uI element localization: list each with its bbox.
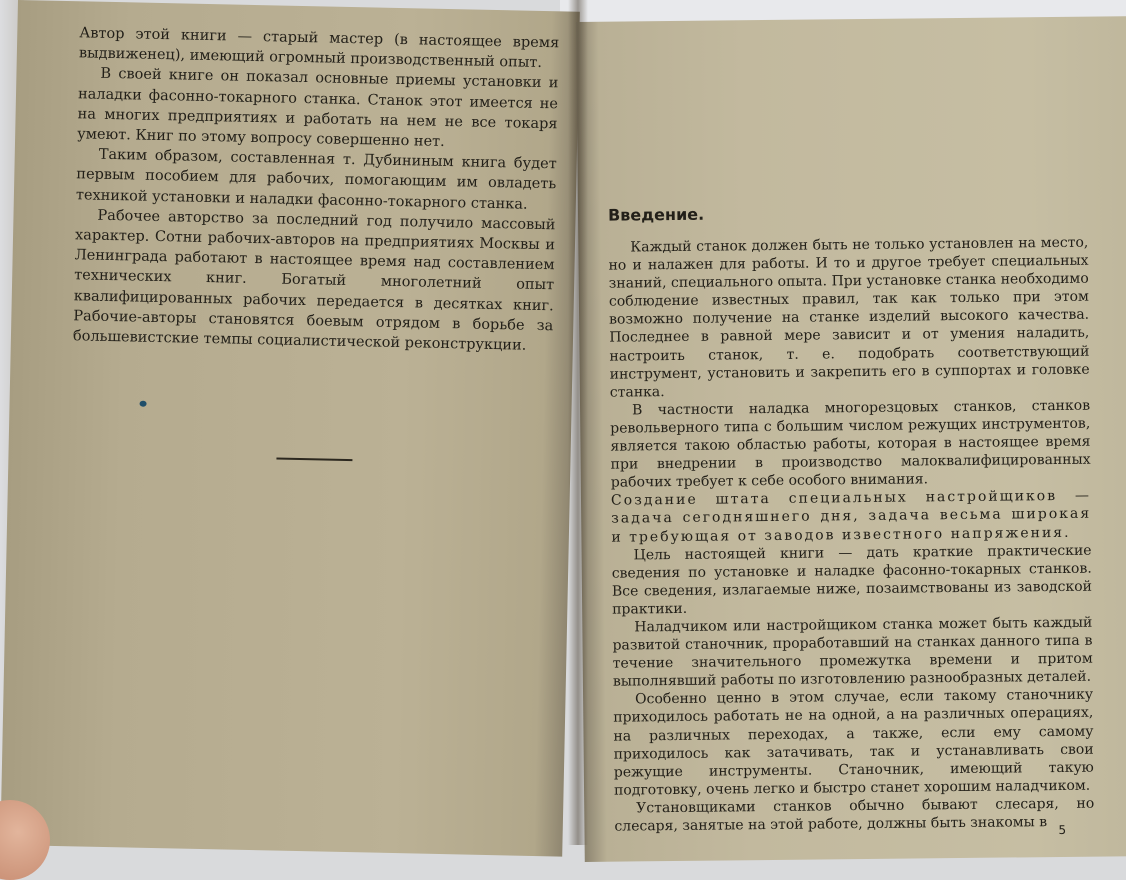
right-paragraph-6: Особенно ценно в этом случае, если такому станочнику приходилось работать не на одной, а на различных операциях, на различных переходах, а также, если ему самому приходилось как затачивать, так и устанавливать свои режущие инструменты. Станочник, имеющий такую подготовку, очень легко и быстро станет хорошим наладчиком. [613, 686, 1094, 799]
right-paragraph-3: Создание штата специальных настройщиков — задача сегодняшнего дня, задача весьма широкая и требующая от заводов известного напряжения. [610, 487, 1092, 546]
left-page-text [73, 23, 560, 356]
right-paragraph-1: Каждый станок должен быть не только установлен на место, но и налажен для работы. И то и другое требует специальных знаний, специального опыта. При установке станка необходимо соблюдение известных правил, так как только при этом возможно получение на станке изделий высокого качества. Последнее в равной мере зависит и от умения наладить, настроить станок, т. е. подобрать соответствующий инструмент, установить и закрепить его в суппортах и головке станка. [608, 234, 1090, 401]
left-paragraph-3: Таким образом, составленная т. Дубининым книга будет первым пособием для рабочих, помогающим им овладеть техникой установки и наладки фасонно-токарного станка. [75, 146, 557, 213]
right-paragraph-5: Наладчиком или настройщиком станка может быть каждый развитой станочник, проработавший на станках данного типа в течение значительного промежутка времени и притом выполнявший работы по изготовлению разнообразных деталей. [612, 614, 1093, 690]
left-paragraph-4: Рабочее авторство за последний год получило массовый характер. Сотни рабочих-авторов на предприятиях Москвы и Ленинграда работают в настоящее время над составлением технических книг. Богатый многолетний опыт квалифицированных рабочих передается в десятках книг. Рабочие-авторы становятся боевым отрядом в борьбе за большевистские темпы социалистической реконструкции. [72, 207, 556, 354]
book-spine-shadow [568, 0, 588, 845]
left-paragraph-1: Автор этой книги — старый мастер (в настоящее время выдвиженец), имеющий огромный производственный опыт. [78, 25, 560, 72]
right-paragraph-4: Цель настоящей книги — дать краткие практические сведения по установке и наладке фасонно-токарных станков. Все сведения, излагаемые ниже, позаимствованы из заводской практики. [611, 542, 1093, 618]
right-paragraph-7: Установщиками станков обычно бывают слесаря, но слесаря, занятые на этой работе, должны быть знакомы в [614, 795, 1095, 835]
separator-rule [276, 458, 352, 462]
right-page [576, 16, 1126, 862]
ink-spot [140, 401, 147, 407]
right-page-text [608, 201, 1095, 836]
right-paragraph-2: В частности наладка многорезцовых станков, станков револьверного типа с большим числом режущих инструментов, является такою областью работы, которая в настоящее время при внедрении в производство малоквалифицированных рабочих требует к себе особого внимания. [610, 397, 1091, 491]
left-paragraph-2: В своей книге он показал основные приемы установки и наладки фасонно-токарного станка. Станок этот имеется не на многих предприятиях и работать на нем не все токаря умеют. Книг по этому вопросу совершенно нет. [77, 66, 559, 150]
page-number: 5 [1058, 822, 1067, 837]
section-heading: Введение. [607, 204, 705, 225]
